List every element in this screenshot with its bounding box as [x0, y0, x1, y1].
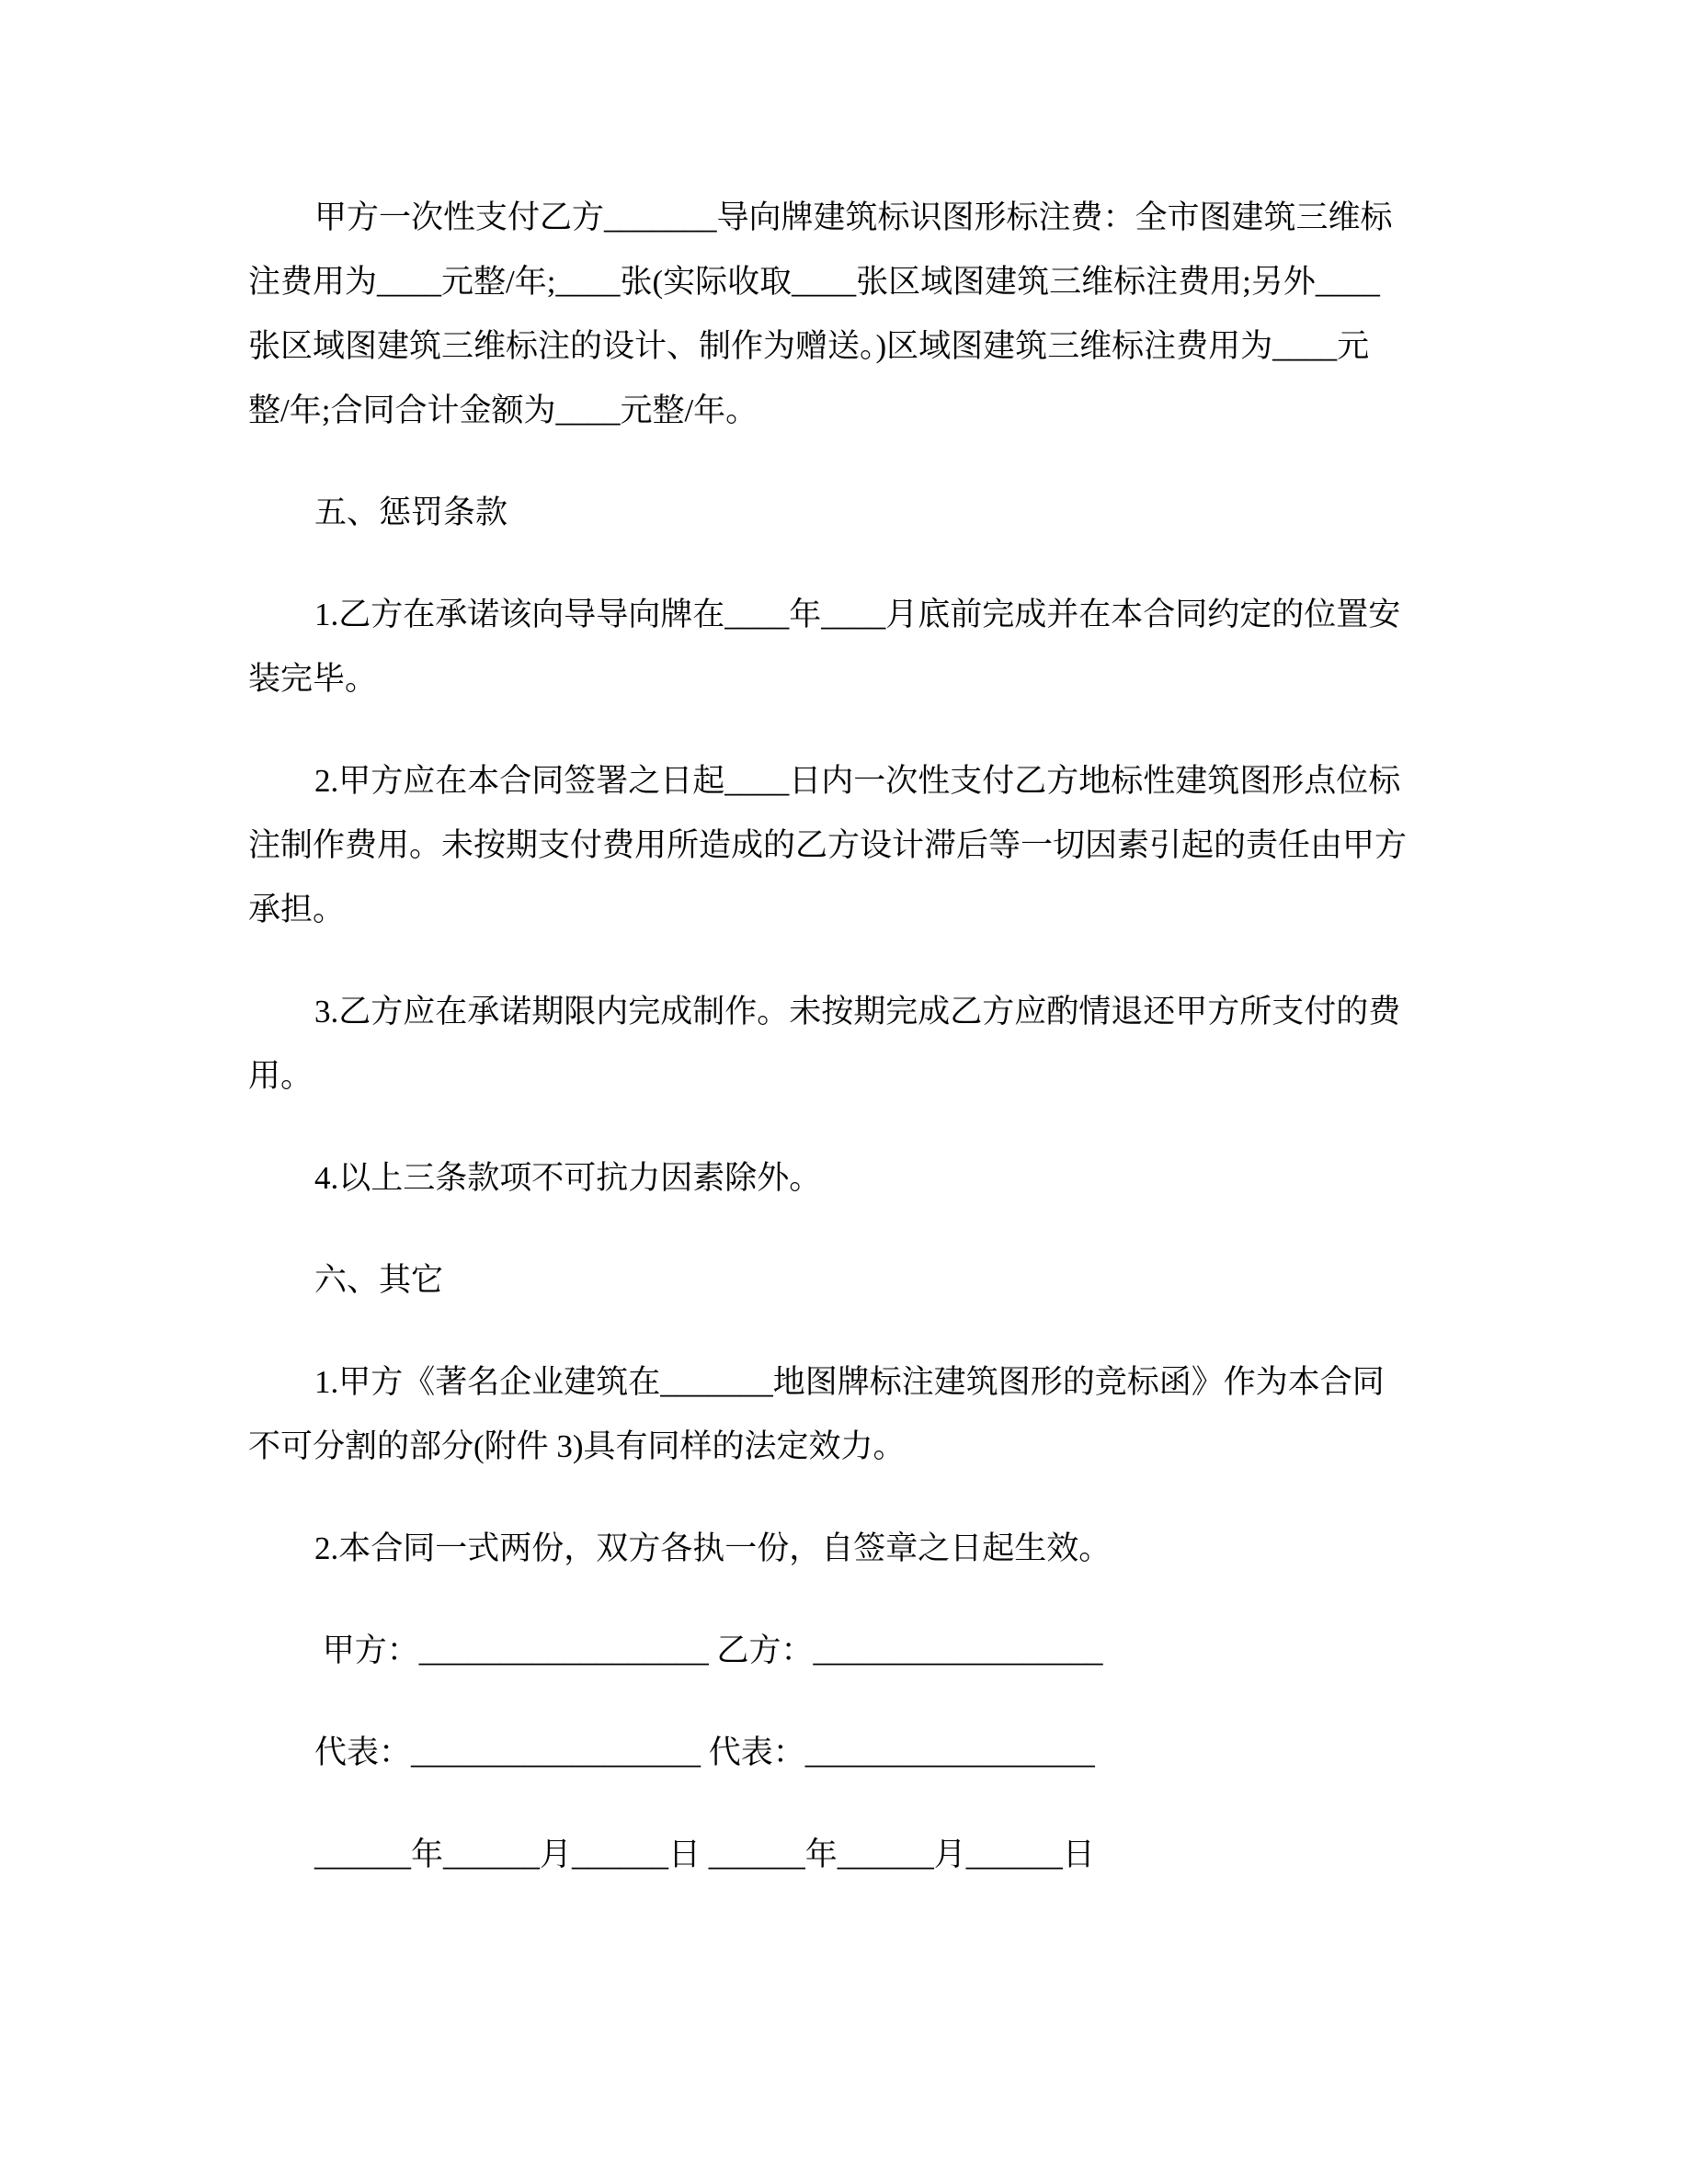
- heading-text: 五、惩罚条款: [314, 495, 508, 530]
- text-line: 4.以上三条款项不可抗力因素除外。: [314, 1160, 822, 1196]
- text-line: 3.乙方应在承诺期限内完成制作。未按期完成乙方应酌情退还甲方所支付的费: [314, 994, 1401, 1029]
- text-line: 用。: [248, 1058, 314, 1094]
- section-heading-other: [248, 1248, 1434, 1313]
- penalty-clause-4: [248, 1146, 1434, 1211]
- text-line: 2.甲方应在本合同签署之日起____日内一次性支付乙方地标性建筑图形点位标: [314, 763, 1401, 799]
- text-line: 2.本合同一式两份，双方各执一份，自签章之日起生效。: [314, 1530, 1112, 1566]
- signature-dates: [248, 1823, 1434, 1887]
- other-clause-1: [248, 1350, 1434, 1479]
- text-line: 注制作费用。未按期支付费用所造成的乙方设计滞后等一切因素引起的责任由甲方: [248, 827, 1408, 863]
- penalty-clause-2: [248, 749, 1434, 942]
- signature-parties: [248, 1619, 1434, 1683]
- text-line: 注费用为____元整/年;____张(实际收取____张区域图建筑三维标注费用;另外____: [248, 264, 1380, 300]
- other-clause-2: [248, 1517, 1434, 1581]
- text-line: 1.甲方《著名企业建筑在_______地图牌标注建筑图形的竞标函》作为本合同: [314, 1364, 1385, 1400]
- representative-signature-line: 代表：__________________ 代表：__________________: [314, 1735, 1095, 1770]
- text-line: 不可分割的部分(附件 3)具有同样的法定效力。: [248, 1428, 906, 1464]
- fee-paragraph: [248, 186, 1434, 443]
- text-line: 承担。: [248, 892, 346, 927]
- date-line: ______年______月______日 ______年______月______日: [314, 1837, 1095, 1872]
- text-line: 整/年;合同合计金额为____元整/年。: [248, 392, 758, 428]
- text-line: 1.乙方在承诺该向导导向牌在____年____月底前完成并在本合同约定的位置安: [314, 597, 1401, 632]
- text-line: 装完毕。: [248, 661, 378, 697]
- heading-text: 六、其它: [314, 1262, 444, 1298]
- text-line: 甲方一次性支付乙方_______导向牌建筑标识图形标注费：全市图建筑三维标: [314, 199, 1393, 235]
- text-line: 张区域图建筑三维标注的设计、制作为赠送。)区域图建筑三维标注费用为____元: [248, 328, 1370, 364]
- signature-representatives: [248, 1721, 1434, 1785]
- penalty-clause-3: [248, 980, 1434, 1109]
- penalty-clause-1: [248, 583, 1434, 711]
- section-heading-penalty: [248, 481, 1434, 545]
- party-signature-line: 甲方：__________________ 乙方：__________________: [314, 1632, 1103, 1668]
- contract-page: [248, 186, 1434, 1925]
